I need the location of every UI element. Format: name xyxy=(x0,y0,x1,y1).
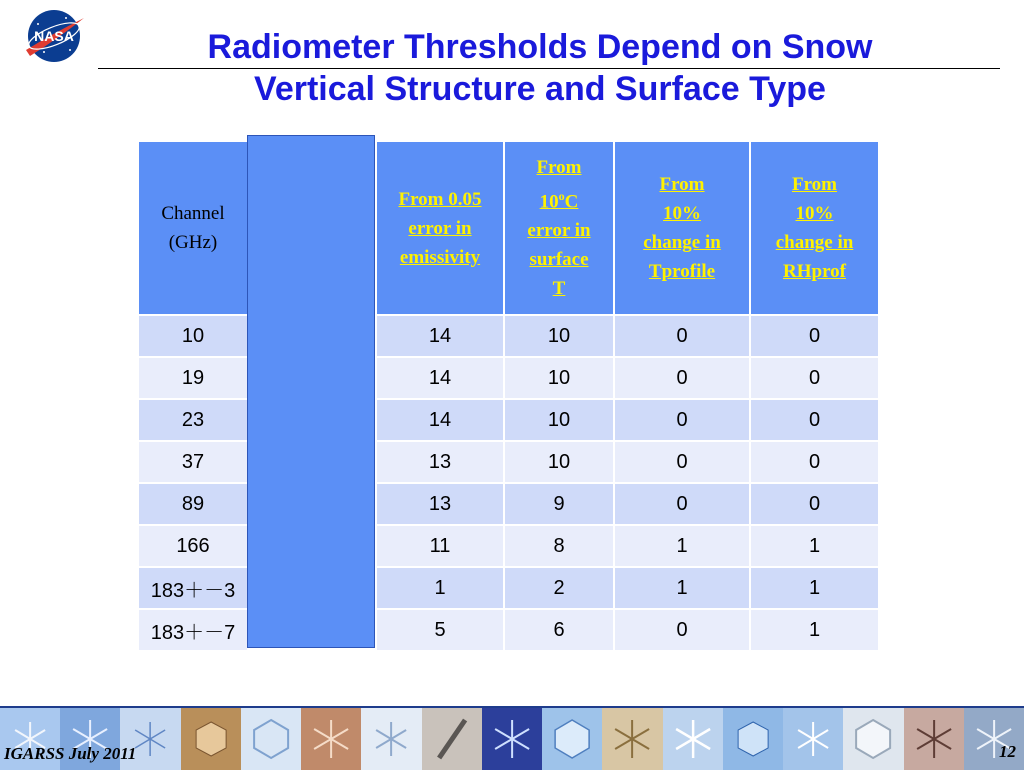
cell-emissivity: 13 xyxy=(376,483,504,525)
header-rhprof-link[interactable]: From 10% change in RHprof xyxy=(750,141,879,315)
cell-channel: 183＋－7 xyxy=(138,609,248,651)
column-cover-box xyxy=(247,135,375,648)
snowflake-banner xyxy=(0,706,1024,770)
cell-channel: 37 xyxy=(138,441,248,483)
nasa-logo xyxy=(22,6,86,66)
cell-channel: 23 xyxy=(138,399,248,441)
cell-tprofile: 0 xyxy=(614,483,750,525)
snowflake-tile xyxy=(301,708,361,770)
cell-channel: 10 xyxy=(138,315,248,357)
snowflake-tile xyxy=(723,708,783,770)
snowflake-tile xyxy=(783,708,843,770)
cell-emissivity: 13 xyxy=(376,441,504,483)
cell-emissivity: 14 xyxy=(376,357,504,399)
cell-emissivity: 14 xyxy=(376,315,504,357)
snowflake-tile xyxy=(482,708,542,770)
cell-channel: 166 xyxy=(138,525,248,567)
snowflake-tile xyxy=(663,708,723,770)
snowflake-tile xyxy=(843,708,903,770)
svg-text:NASA: NASA xyxy=(34,28,74,44)
cell-rhprof: 0 xyxy=(750,441,879,483)
cell-emissivity: 5 xyxy=(376,609,504,651)
cell-surface-temp: 10 xyxy=(504,357,614,399)
header-channel: Channel (GHz) xyxy=(138,141,248,315)
snowflake-tile xyxy=(904,708,964,770)
title-line-2: Vertical Structure and Surface Type xyxy=(254,70,826,108)
snowflake-tile xyxy=(361,708,421,770)
cell-channel: 89 xyxy=(138,483,248,525)
cell-tprofile: 0 xyxy=(614,441,750,483)
cell-surface-temp: 2 xyxy=(504,567,614,609)
cell-emissivity: 1 xyxy=(376,567,504,609)
cell-rhprof: 0 xyxy=(750,399,879,441)
cell-emissivity: 14 xyxy=(376,399,504,441)
snowflake-tile xyxy=(181,708,241,770)
title-divider xyxy=(98,68,1000,69)
footer-conference: IGARSS July 2011 xyxy=(4,744,137,763)
snowflake-tile xyxy=(602,708,662,770)
cell-tprofile: 1 xyxy=(614,567,750,609)
page-number: 12 xyxy=(999,742,1016,761)
cell-rhprof: 1 xyxy=(750,609,879,651)
cell-surface-temp: 9 xyxy=(504,483,614,525)
cell-rhprof: 1 xyxy=(750,567,879,609)
cell-surface-temp: 10 xyxy=(504,441,614,483)
header-emissivity-link[interactable]: From 0.05 error in emissivity xyxy=(376,141,504,315)
cell-rhprof: 0 xyxy=(750,315,879,357)
cell-tprofile: 0 xyxy=(614,399,750,441)
cell-rhprof: 1 xyxy=(750,525,879,567)
cell-surface-temp: 10 xyxy=(504,399,614,441)
cell-channel: 19 xyxy=(138,357,248,399)
cell-rhprof: 0 xyxy=(750,483,879,525)
header-tprofile-link[interactable]: From 10% change in Tprofile xyxy=(614,141,750,315)
cell-channel: 183＋－3 xyxy=(138,567,248,609)
cell-rhprof: 0 xyxy=(750,357,879,399)
cell-tprofile: 0 xyxy=(614,357,750,399)
title-line-1: Radiometer Thresholds Depend on Snow xyxy=(207,28,873,66)
cell-surface-temp: 10 xyxy=(504,315,614,357)
cell-tprofile: 0 xyxy=(614,609,750,651)
cell-surface-temp: 8 xyxy=(504,525,614,567)
snowflake-tile xyxy=(542,708,602,770)
snowflake-tile xyxy=(422,708,482,770)
cell-tprofile: 1 xyxy=(614,525,750,567)
header-surface-temp-link[interactable]: From 10$^o$C error in surface T xyxy=(504,141,614,315)
cell-emissivity: 11 xyxy=(376,525,504,567)
snowflake-tile xyxy=(241,708,301,770)
cell-tprofile: 0 xyxy=(614,315,750,357)
cell-surface-temp: 6 xyxy=(504,609,614,651)
